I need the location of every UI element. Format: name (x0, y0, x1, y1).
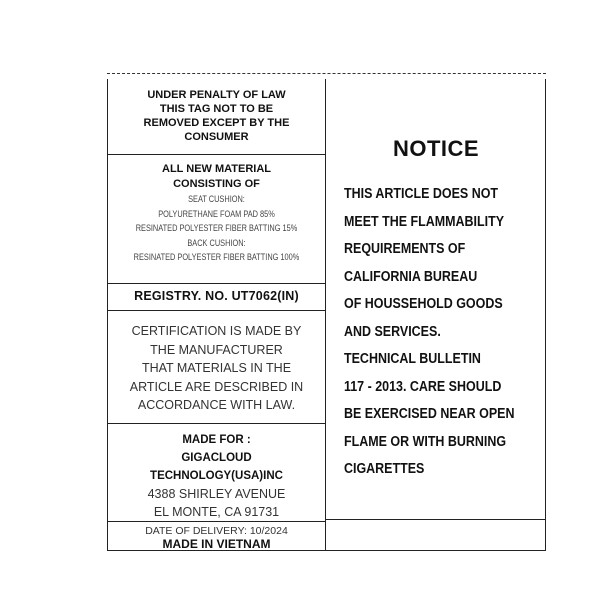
notice-line: OF HOUSSEHOLD GOODS (344, 296, 503, 312)
company-line: TECHNOLOGY(USA)INC (150, 470, 283, 482)
company-line: GIGACLOUD (181, 452, 252, 464)
notice-bottom-divider (326, 519, 546, 520)
certification-line: CERTIFICATION IS MADE BY (131, 324, 302, 338)
made-for-label: MADE FOR : (182, 434, 251, 446)
warning-line: REMOVED EXCEPT BY THE (143, 117, 290, 129)
warning-line: THIS TAG NOT TO BE (159, 103, 274, 115)
address-line: 4388 SHIRLEY AVENUE (147, 487, 286, 501)
material-line: SEAT CUSHION: (188, 194, 245, 204)
registry-number: REGISTRY. NO. UT7062(IN) (108, 284, 325, 311)
made-for-section (108, 424, 325, 522)
certification-line: THE MANUFACTURER (150, 342, 283, 357)
law-tag (107, 73, 546, 551)
material-section (108, 155, 325, 284)
certification-section (108, 311, 325, 424)
notice-line: FLAME OR WITH BURNING (344, 433, 507, 450)
delivery-date: DATE OF DELIVERY: 10/2024 (145, 525, 288, 537)
material-line: RESINATED POLYESTER FIBER BATTING 100% (133, 252, 300, 262)
notice-line: CIGARETTES (344, 461, 425, 477)
delivery-section (108, 522, 325, 551)
notice-line: 117 - 2013. CARE SHOULD (344, 378, 502, 395)
material-line: RESINATED POLYESTER FIBER BATTING 15% (135, 223, 298, 233)
notice-line: BE EXERCISED NEAR OPEN (344, 406, 515, 422)
notice-line: REQUIREMENTS OF (344, 241, 466, 257)
material-heading-line: CONSISTING OF (173, 178, 260, 190)
address-line: EL MONTE, CA 91731 (153, 505, 280, 519)
material-heading-line: ALL NEW MATERIAL (162, 163, 271, 175)
notice-line: THIS ARTICLE DOES NOT (344, 186, 499, 202)
certification-line: ACCORDANCE WITH LAW. (137, 398, 296, 412)
warning-line: UNDER PENALTY OF LAW (147, 89, 286, 101)
notice-line: MEET THE FLAMMABILITY (344, 213, 505, 230)
notice-line: AND SERVICES. (344, 323, 441, 340)
material-line: POLYURETHANE FOAM PAD 85% (158, 208, 275, 219)
tag-right-panel (326, 79, 546, 551)
made-in-label: MADE IN VIETNAM (162, 537, 271, 551)
warning-line: CONSUMER (184, 131, 249, 143)
tag-top-perforation (107, 73, 546, 74)
notice-line: TECHNICAL BULLETIN (344, 351, 481, 367)
material-line: BACK CUSHION: (187, 237, 246, 248)
certification-line: THAT MATERIALS IN THE (141, 361, 292, 375)
notice-body (344, 181, 544, 484)
notice-title: NOTICE (392, 136, 480, 161)
certification-line: ARTICLE ARE DESCRIBED IN (129, 379, 304, 394)
warning-section (108, 79, 325, 155)
tag-left-panel (107, 79, 326, 551)
notice-line: CALIFORNIA BUREAU (344, 268, 478, 285)
